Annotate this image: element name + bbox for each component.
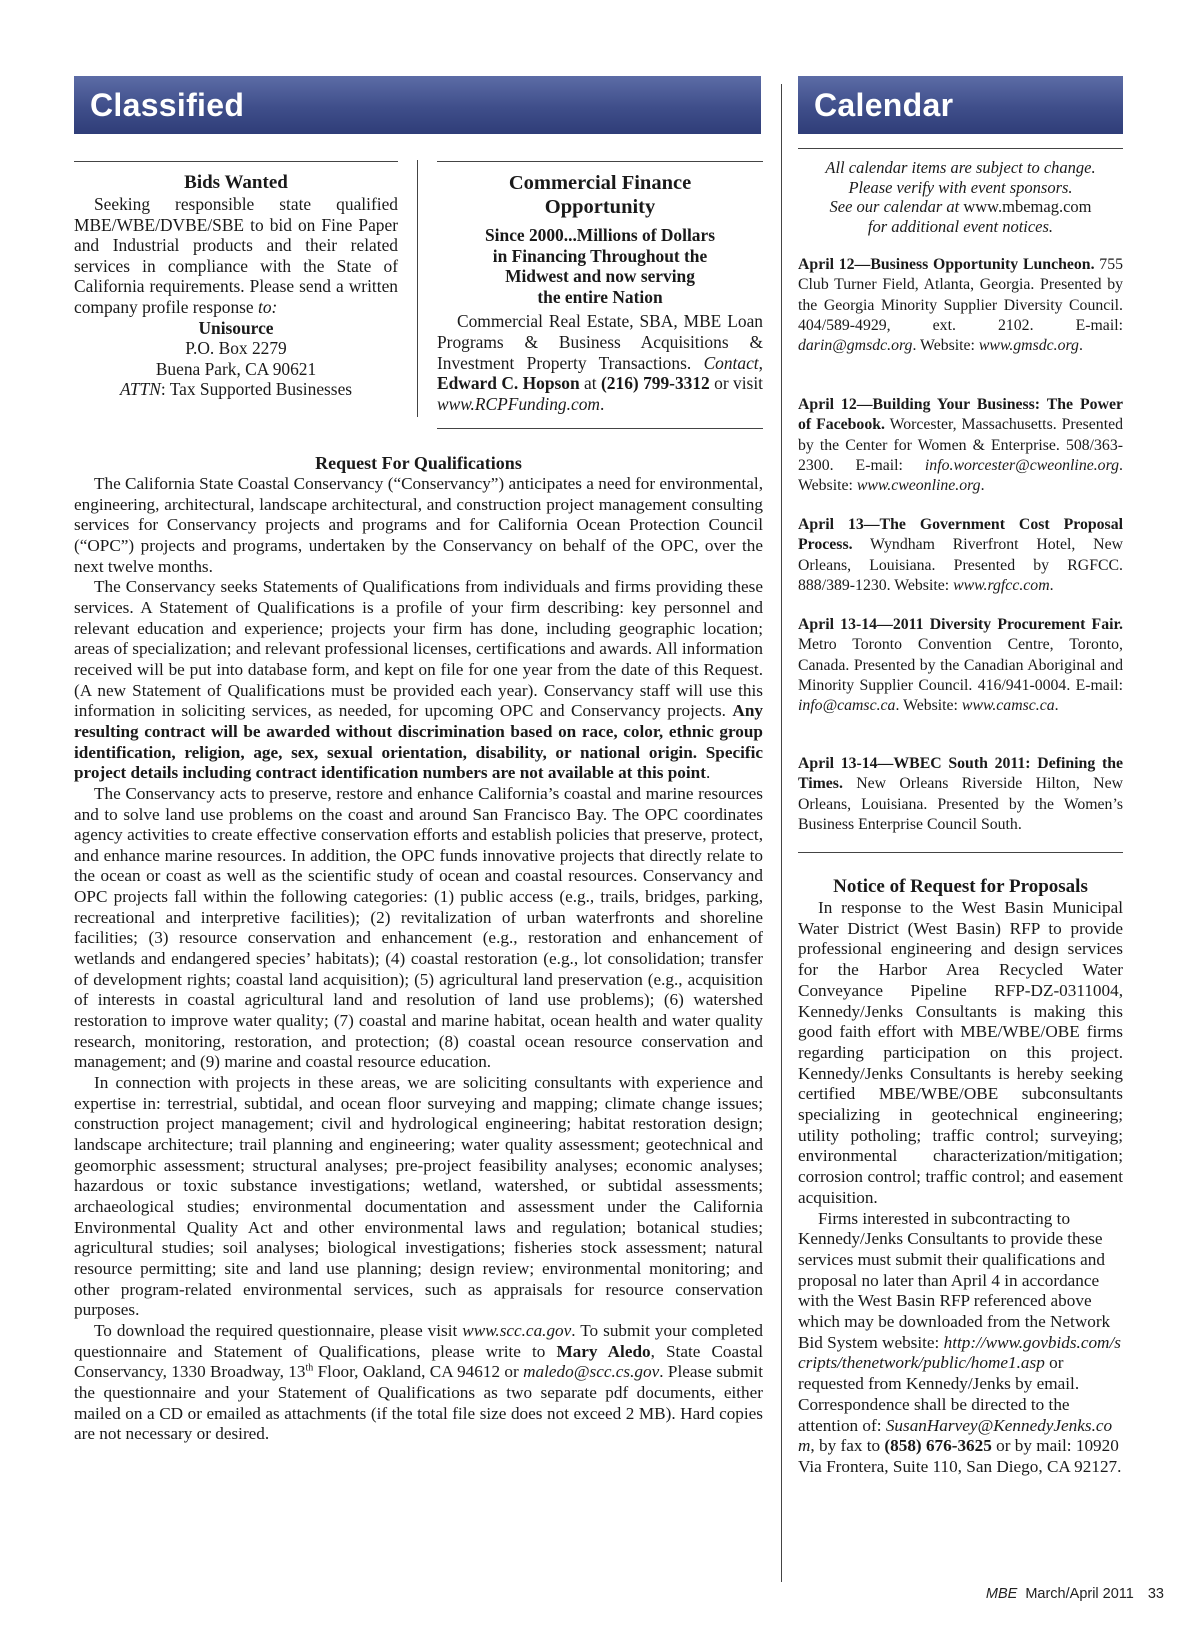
- calendar-banner: [798, 76, 1123, 134]
- calendar-note-3: [798, 197, 1123, 217]
- event-mid: . Website:: [798, 456, 1123, 495]
- event-body: New Orleans Riverside Hilton, New Orleans, Louisiana. Presented by the Women’s Business Enterprise Council South.: [798, 775, 1123, 833]
- nrp-paragraph-1: In response to the West Basin Municipal Water District (West Basin) RFP to provide professional engineering and design services for the Harbor Area Recycled Water Conveyance Pipeline RFP-DZ-0311004, Kennedy/Jenks Consultants is making this good faith effort with MBE/WBE/OBE firms regarding participation on this project. Kennedy/Jenks Consultants is hereby seeking certified MBE/WBE/OBE subconsultants specializing in geotechnical engineering; utility potholing; traffic control; surveying; environmental characterization/mitigation; corrosion control; traffic control; and easement acquisition.: [798, 898, 1123, 1207]
- event-website-link[interactable]: www.camsc.ca: [961, 697, 1055, 715]
- event-end: .: [1078, 337, 1083, 355]
- rfq-p5-c: , State Coastal Conservancy, 1330 Broadway, 13: [74, 1341, 764, 1382]
- bids-attn-value: : Tax Supported Businesses: [160, 379, 353, 400]
- calendar-notes: [798, 158, 1123, 236]
- calendar-event: [798, 615, 1123, 716]
- event-body: Worcester, Massachusetts. Presented by the Center for Women & Enterprise. 508/363-2300. E-mail:: [798, 416, 1123, 474]
- cfo-sub-line-2: in Financing Throughout the: [492, 245, 708, 266]
- footer-publication: MBE: [985, 1586, 1018, 1602]
- calendar-bottom-rule: [798, 852, 1123, 853]
- cfo-body: [437, 311, 763, 414]
- cfo-phone: (216) 799-3312: [601, 373, 710, 394]
- nrp-fax: (858) 676-3625: [884, 1436, 992, 1456]
- cfo-at: at: [579, 373, 602, 394]
- cfo-contact-label: Contact: [703, 352, 759, 373]
- rfq-p2-bold: Any resulting contract will be awarded without discrimination based on race, color, ethnic group identification, religion, age, sex, sexual orientation, disability, or national origin. Specific project details including contract identification numbers are not available at this point: [74, 701, 763, 783]
- calendar-top-rule: [798, 148, 1123, 149]
- event-body: Metro Toronto Convention Centre, Toronto, Canada. Presented by the Canadian Aboriginal and Minority Supplier Council. 416/941-0004. E-mail:: [798, 636, 1123, 694]
- event-title: April 13—The Government Cost Proposal Process.: [798, 516, 1123, 554]
- bids-attn: [74, 379, 398, 400]
- rfq-paragraph-4: In connection with projects in these areas, we are soliciting consultants with experience and expertise in: terrestrial, subtidal, and ocean floor surveying and mapping; climate change issues; construction project management; civil and hydrological engineering; habitat restoration design; landscape architecture; trail planning and engineering; water quality assessment; geotechnical and geomorphic assessment; structural analyses; pre-project feasibility analyses; economic analyses; hazardous or toxic substance investigations; wetland, watershed, or subtidal assessments; archaeological studies; environmental documentation and assessment under the California Environmental Quality Act and other environmental laws and regulation; botanical studies; agricultural studies; soil analyses; biological investigations; fisheries stock assessment; natural resource permitting; site and land use planning; design review; environmental monitoring; and other program-related environmental services, such as appraisals for resource conservation purposes.: [74, 1073, 763, 1320]
- event-email-link[interactable]: info.worcester@cweonline.org: [924, 456, 1120, 474]
- nrp-email-link[interactable]: SusanHarvey@KennedyJenks.com: [798, 1415, 1113, 1456]
- bids-body-text: Seeking responsible state qualified MBE/WBE/DVBE/SBE to bid on Fine Paper and Industrial products and their related services in compliance with the State of California requirements. Please send a written company profile response: [74, 194, 398, 317]
- event-email-link[interactable]: info@camsc.ca: [798, 697, 896, 715]
- bids-body-to: to:: [258, 296, 278, 317]
- rfq-p5-d: Floor, Oakland, CA 94612 or: [313, 1362, 524, 1382]
- cfo-sub-line-1: Since 2000...Millions of Dollars: [485, 225, 715, 245]
- cfo-or-visit: or visit: [709, 373, 763, 394]
- column-divider: [781, 84, 782, 1582]
- nrp-title: Notice of Request for Proposals: [833, 876, 1088, 897]
- calendar-note-2: Please verify with event sponsors.: [848, 177, 1073, 197]
- cfo-contact-name: Edward C. Hopson: [437, 373, 580, 394]
- box-divider: [417, 160, 418, 417]
- event-end: .: [1054, 697, 1059, 715]
- cfo-url-link[interactable]: www.RCPFunding.com: [437, 393, 600, 414]
- bids-top-rule: [74, 161, 398, 162]
- calendar-url-link[interactable]: www.mbemag.com: [963, 197, 1092, 216]
- event-title: April 13-14—2011 Diversity Procurement Fair.: [798, 616, 1123, 633]
- calendar-event: [798, 754, 1123, 835]
- nrp-p2-d: or by mail: 10920 Via Frontera, Suite 110, San Diego, CA 92127.: [798, 1436, 1122, 1476]
- cfo-body-text: Commercial Real Estate, SBA, MBE Loan Programs & Business Acquisitions & Investment Property Transactions.: [437, 311, 763, 373]
- rfq-paragraph-5: [74, 1321, 763, 1445]
- rfq-url-link[interactable]: www.scc.ca.gov: [462, 1320, 572, 1340]
- rfq-paragraph-2: [74, 577, 763, 784]
- bids-body: [74, 194, 398, 318]
- classified-banner: [74, 76, 761, 134]
- nrp-url-link[interactable]: http://www.govbids.com/scripts/thenetwork/public/home1.asp: [798, 1332, 1121, 1373]
- calendar-note-1: All calendar items are subject to change.: [825, 158, 1096, 177]
- page-footer: [986, 1586, 1164, 1602]
- classified-boxes-bottom-rule: [437, 428, 763, 429]
- event-website-link[interactable]: www.cweonline.org: [856, 477, 981, 495]
- event-mid: . Website:: [895, 697, 962, 715]
- rfq-p5-sup: th: [305, 1362, 314, 1374]
- rfq-contact-name: Mary Aledo: [556, 1341, 651, 1361]
- nrp-paragraph-2: [798, 1209, 1123, 1478]
- rfq-p5-b: . To submit your completed questionnaire and Statement of Qualifications, please write to: [74, 1320, 763, 1361]
- cfo-subtitle: [437, 225, 763, 307]
- footer-page-number: 33: [1147, 1586, 1164, 1602]
- event-website-link[interactable]: www.gmsdc.org: [978, 337, 1079, 355]
- calendar-heading: Calendar: [814, 87, 954, 123]
- event-end: .: [1049, 576, 1054, 594]
- rfq-p5-a: To download the required questionnaire, please visit: [94, 1320, 463, 1340]
- cfo-title: Commercial Finance Opportunity: [508, 172, 692, 218]
- calendar-event: [798, 515, 1123, 596]
- cfo-top-rule: [437, 161, 763, 162]
- rfq-paragraph-3: The Conservancy acts to preserve, restore and enhance California’s coastal and marine resources and to solve land use problems on the coast and around San Francisco Bay. The OPC coordinates agency activities to create effective conservation efforts and establish policies that preserve, protect, and enhance marine resources. In addition, the OPC funds innovative projects that directly relate to the ocean or coast as well as the scientific study of ocean and coastal resources. Conservancy and OPC projects fall within the following categories: (1) public access (e.g., trails, bridges, parking, recreational and interpretive facilities); (2) revitalization of urban waterfronts and shoreline facilities; (3) resource conservation and enhancement (e.g., restoration and enhancement of wetlands and endangered species’ habitats); (4) coastal restoration (e.g., lot consolidation; transfer of development rights; coastal land acquisition); (5) agricultural land preservation (e.g., acquisition of interests in coastal agricultural land and resolution of land use problems); (6) watershed restoration to improve water quality; (7) coastal and marine habitat, ocean health and water quality research, monitoring, restoration, and protection; (8) coastal ocean resource conservation and management; and (9) marine and coastal resource education.: [74, 783, 763, 1072]
- classified-heading: Classified: [90, 87, 245, 123]
- event-title: April 12—Building Your Business: The Power of Facebook.: [798, 396, 1123, 434]
- calendar-event: [798, 395, 1123, 496]
- event-website-link[interactable]: www.rgfcc.com: [953, 576, 1050, 594]
- rfq-paragraph-1: The California State Coastal Conservancy (“Conservancy”) anticipates a need for environmental, engineering, architectural, landscape architectural, and construction project management consulting services for Conservancy projects and programs and for California Ocean Protection Council (“OPC”) projects and programs, undertaken by the Conservancy on behalf of the OPC, over the next twelve months.: [74, 474, 763, 576]
- rfq-title: Request For Qualifications: [315, 453, 522, 473]
- bids-company: Unisource: [198, 317, 274, 338]
- event-body: Wyndham Riverfront Hotel, New Orleans, Louisiana. Presented by RGFCC. 888/389-1230. Website:: [798, 536, 1123, 594]
- bids-attn-label: ATTN: [119, 379, 161, 400]
- request-for-qualifications: [74, 452, 763, 1445]
- cfo-contact-sep: ,: [758, 352, 763, 373]
- notice-of-request-for-proposals: [798, 876, 1123, 1478]
- calendar-event: [798, 255, 1123, 356]
- calendar-note-4: for additional event notices.: [867, 216, 1054, 236]
- cfo-end: .: [599, 393, 605, 414]
- event-title: April 12—Business Opportunity Luncheon.: [798, 256, 1095, 273]
- event-end: .: [980, 477, 985, 495]
- nrp-p2-a: Firms interested in subcontracting to Kennedy/Jenks Consultants to provide these services must submit their qualifications and proposal no later than April 4 in accordance with the West Basin RFP referenced above which may be downloaded from the Network Bid System website:: [798, 1208, 1111, 1352]
- event-mid: . Website:: [912, 337, 979, 355]
- bids-title: Bids Wanted: [184, 172, 288, 193]
- footer-issue: March/April 2011: [1025, 1586, 1134, 1602]
- rfq-p2-text: The Conservancy seeks Statements of Qualifications from individuals and firms providing these services. A Statement of Qualifications is a profile of your firm describing: key personnel and relevant education and experience; projects your firm has done, including geographic location; areas of specialization; and relevant professional licenses, certifications and awards. All information received will be put into database form, and kept on file for one year from the date of this Request. (A new Statement of Qualifications must be provided each year). Conservancy staff will use this information in soliciting services, as needed, for upcoming OPC and Conservancy projects.: [74, 577, 763, 721]
- cfo-sub-line-3: Midwest and now serving: [505, 266, 695, 287]
- commercial-finance-ad: [437, 172, 763, 414]
- calendar-note-3-text: See our calendar at: [829, 197, 964, 216]
- event-title: April 13-14—WBEC South 2011: Defining the Times.: [798, 755, 1123, 793]
- event-body: 755 Club Turner Field, Atlanta, Georgia. Presented by the Georgia Minority Supplier Diversity Council. 404/589-4929, ext. 2102. E-mail:: [798, 256, 1123, 334]
- nrp-p2-c: , by fax to: [810, 1436, 885, 1456]
- rfq-p2-end: .: [705, 763, 711, 783]
- bids-wanted-ad: [74, 172, 398, 400]
- nrp-p2-b: or requested from Kennedy/Jenks by email. Correspondence shall be directed to the attention of:: [798, 1353, 1080, 1435]
- cfo-sub-line-4: the entire Nation: [537, 286, 663, 307]
- event-email-link[interactable]: darin@gmsdc.org: [798, 337, 913, 355]
- rfq-email-link[interactable]: maledo@scc.cs.gov: [523, 1362, 660, 1382]
- bids-city: Buena Park, CA 90621: [155, 358, 317, 379]
- bids-po-box: P.O. Box 2279: [185, 338, 287, 359]
- rfq-p5-e: . Please submit the questionnaire and your Statement of Qualifications as two separate pdf documents, either mailed on a CD or emailed as attachments (if the total file size does not exceed 2 MB). Hard copies are not necessary or desired.: [74, 1362, 763, 1444]
